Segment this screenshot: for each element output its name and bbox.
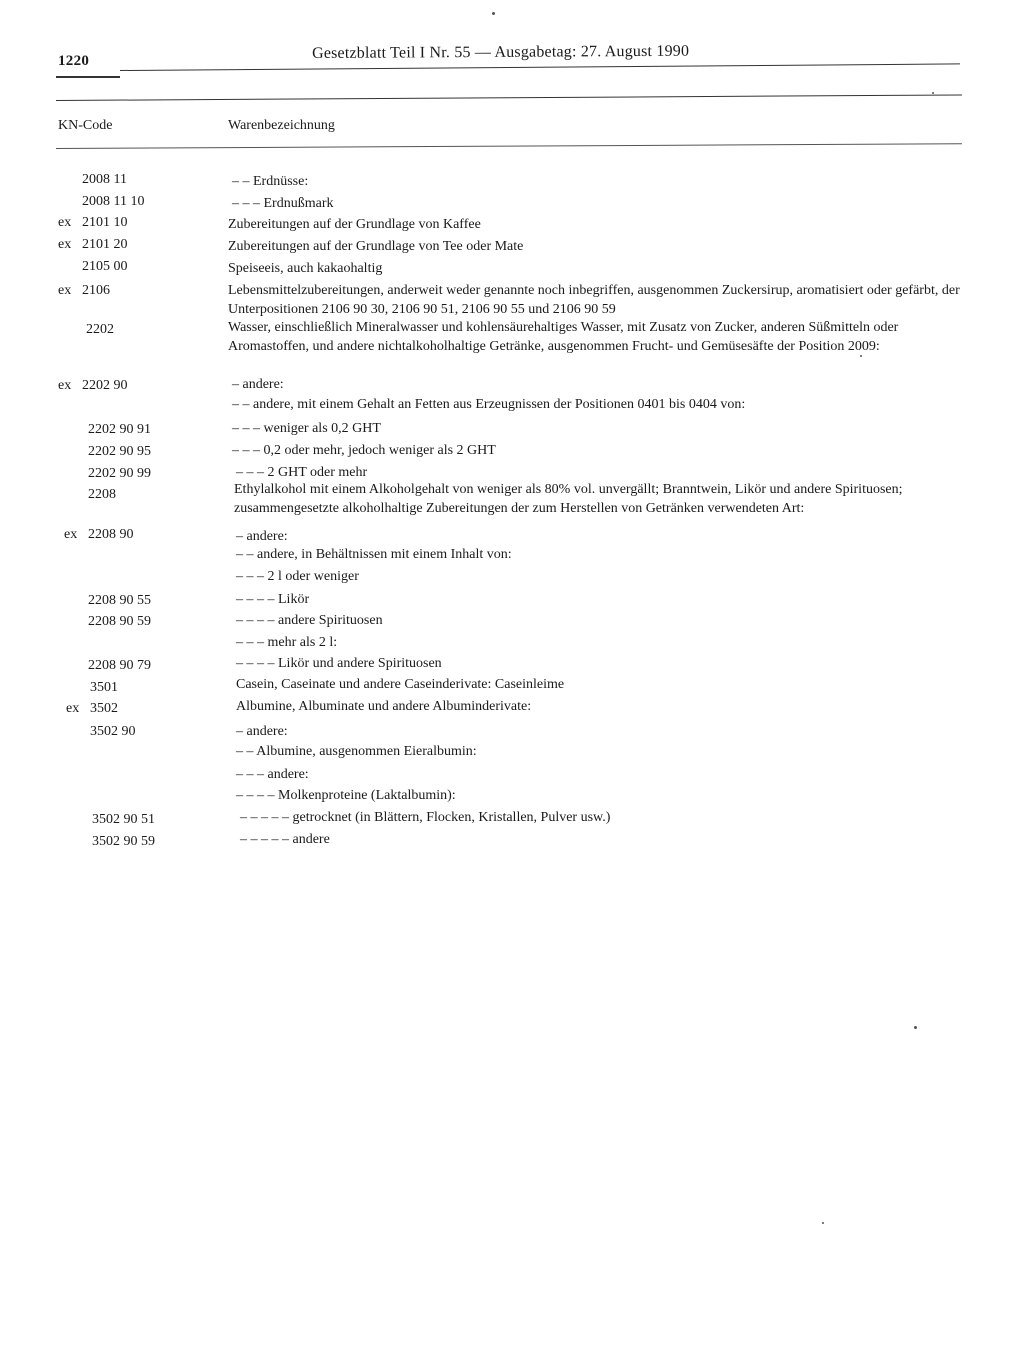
kn-code: 3502 90 51 bbox=[92, 812, 155, 827]
kn-code: 3502 90 bbox=[90, 724, 136, 739]
kn-code: 2202 90 91 bbox=[88, 422, 151, 437]
column-header-rule bbox=[56, 143, 962, 149]
kn-code: 2208 90 59 bbox=[88, 614, 151, 629]
header-rule-left bbox=[56, 76, 120, 78]
ex-prefix: ex bbox=[58, 283, 72, 298]
running-title: Gesetzblatt Teil I Nr. 55 — Ausgabetag: 27. August 1990 bbox=[312, 42, 690, 62]
kn-code: 2202 90 bbox=[82, 378, 128, 393]
kn-code: 2208 bbox=[88, 487, 116, 502]
description: – – – – Molkenproteine (Laktalbumin): bbox=[236, 788, 456, 803]
print-speck bbox=[822, 1222, 824, 1224]
description: – – andere, in Behältnissen mit einem Inhalt von: bbox=[236, 547, 512, 562]
description: – andere: bbox=[236, 529, 288, 544]
description: – – – – Likör und andere Spirituosen bbox=[236, 656, 442, 671]
kn-code: 3501 bbox=[90, 680, 118, 695]
kn-code: 2202 bbox=[86, 322, 114, 337]
kn-code: 2101 10 bbox=[82, 215, 128, 230]
ex-prefix: ex bbox=[58, 237, 72, 252]
kn-code: 2106 bbox=[82, 283, 110, 298]
description: – – – – – andere bbox=[240, 832, 330, 847]
description: Speiseeis, auch kakaohaltig bbox=[228, 261, 383, 276]
description: Ethylalkohol mit einem Alkoholgehalt von weniger als 80% vol. unvergällt; Branntwein, Likör und andere Spirituosen; zusammengesetzte alkoholhaltige Zubereitungen der zum Herstellen von Getränken verwendeten Art: bbox=[234, 482, 903, 516]
description: – – – 0,2 oder mehr, jedoch weniger als 2 GHT bbox=[232, 443, 496, 458]
kn-code: 2105 00 bbox=[82, 259, 128, 274]
description: Wasser, einschließlich Mineralwasser und kohlensäurehaltiges Wasser, mit Zusatz von Zucker, anderen Süßmitteln oder Aromastoffen, und andere nichtalkoholhaltige Getränke, ausgenommen Frucht- und Gemüsesäfte der Position 2009: bbox=[228, 320, 899, 354]
description: Albumine, Albuminate und andere Albuminderivate: bbox=[236, 699, 532, 714]
description: Casein, Caseinate und andere Caseinderivate: Caseinleime bbox=[236, 677, 565, 692]
kn-code: 2101 20 bbox=[82, 237, 128, 252]
description: – andere: bbox=[232, 377, 284, 392]
kn-code: 2208 90 55 bbox=[88, 593, 151, 608]
print-speck bbox=[914, 1026, 917, 1029]
print-speck bbox=[492, 12, 495, 15]
description: – – – Erdnußmark bbox=[232, 196, 334, 211]
column-header-description: Warenbezeichnung bbox=[228, 118, 335, 133]
table-top-rule bbox=[56, 94, 962, 101]
description: Zubereitungen auf der Grundlage von Kaffee bbox=[228, 217, 481, 232]
ex-prefix: ex bbox=[58, 215, 72, 230]
description: – – – 2 l oder weniger bbox=[236, 569, 359, 584]
description: – – andere, mit einem Gehalt an Fetten aus Erzeugnissen der Positionen 0401 bis 0404 von: bbox=[232, 397, 746, 412]
description: – – – weniger als 0,2 GHT bbox=[232, 421, 381, 436]
kn-code: 2202 90 95 bbox=[88, 444, 151, 459]
header-rule bbox=[120, 63, 960, 71]
description: – – – mehr als 2 l: bbox=[236, 635, 338, 650]
kn-code: 3502 bbox=[90, 701, 118, 716]
kn-code: 2202 90 99 bbox=[88, 466, 151, 481]
description: – – Albumine, ausgenommen Eieralbumin: bbox=[236, 744, 477, 759]
kn-code: 2008 11 10 bbox=[82, 194, 145, 209]
description: – – – – Likör bbox=[236, 592, 310, 607]
kn-code: 2208 90 79 bbox=[88, 658, 151, 673]
ex-prefix: ex bbox=[66, 701, 80, 716]
description: – – – andere: bbox=[236, 767, 309, 782]
description: – – – 2 GHT oder mehr bbox=[236, 465, 368, 480]
column-header-code: KN-Code bbox=[58, 118, 113, 133]
print-speck bbox=[860, 355, 862, 357]
print-speck bbox=[932, 92, 934, 94]
ex-prefix: ex bbox=[64, 527, 78, 542]
kn-code: 2208 90 bbox=[88, 527, 134, 542]
kn-code: 3502 90 59 bbox=[92, 834, 155, 849]
description: Zubereitungen auf der Grundlage von Tee oder Mate bbox=[228, 239, 524, 254]
page-number: 1220 bbox=[58, 53, 90, 69]
description: – – – – – getrocknet (in Blättern, Flocken, Kristallen, Pulver usw.) bbox=[240, 810, 611, 825]
kn-code: 2008 11 bbox=[82, 172, 127, 187]
description: – – – – andere Spirituosen bbox=[236, 613, 383, 628]
description: – – Erdnüsse: bbox=[232, 174, 309, 189]
description: Lebensmittelzubereitungen, anderweit weder genannte noch inbegriffen, ausgenommen Zuckersirup, aromatisiert oder gefärbt, der Unterpositionen 2106 90 30, 2106 90 51, 2106 90 55 und 2106 90 59 bbox=[228, 283, 960, 317]
description: – andere: bbox=[236, 724, 288, 739]
ex-prefix: ex bbox=[58, 378, 72, 393]
